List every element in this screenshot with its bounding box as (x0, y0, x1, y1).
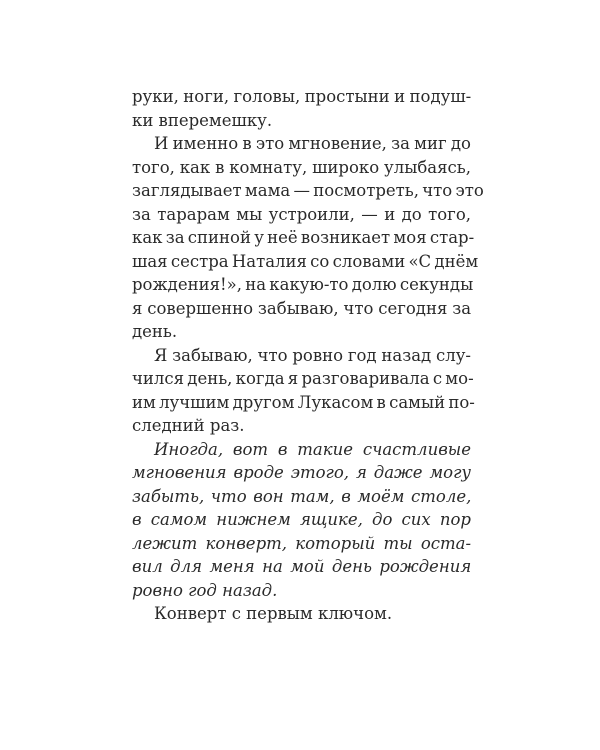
paragraph-1 (132, 85, 471, 132)
text-line: как за спиной у неё возникает моя стар- (132, 228, 475, 247)
text-line: за тарарам мы устроили, — и до того, (132, 204, 471, 224)
text-line: следний раз. (132, 416, 245, 435)
text-line: я совершенно забываю, что сегодня за (132, 298, 472, 318)
paragraph-2 (132, 132, 484, 344)
text-line: И именно в это мгновение, за миг до (154, 134, 471, 153)
text-line: Конверт с первым ключом. (154, 604, 393, 623)
text-line: лежит конверт, который ты оста- (132, 533, 472, 553)
text-line: заглядывает мама — посмотреть, что это (132, 181, 484, 200)
text-line: рождения!», на какую-то долю секунды (132, 275, 474, 294)
text-line: забыть, что вон там, в моём столе, (132, 486, 472, 506)
text-line: ровно год назад. (132, 580, 278, 600)
paragraph-4-italic (132, 438, 471, 603)
text-line: им лучшим другом Лукасом в самый по- (132, 392, 475, 412)
text-line: вил для меня на мой день рождения (132, 557, 472, 576)
text-line: Иногда, вот в такие счастливые (154, 439, 471, 459)
text-line: руки, ноги, головы, простыни и подуш- (132, 87, 472, 106)
text-line: ки вперемешку. (132, 110, 273, 130)
text-line: Я забываю, что ровно год назад слу- (154, 345, 471, 365)
text-line: день. (132, 322, 178, 341)
text-column (132, 85, 484, 626)
text-line: в самом нижнем ящике, до сих пор (132, 510, 471, 529)
text-line: чился день, когда я разговаривала с мо- (132, 369, 474, 388)
text-line: того, как в комнату, широко улыбаясь, (132, 157, 471, 177)
text-line: мгновения вроде этого, я даже могу (132, 463, 471, 482)
text-line: шая сестра Наталия со словами «С днём (132, 251, 479, 271)
paragraph-5 (132, 602, 471, 626)
paragraph-3 (132, 344, 475, 438)
